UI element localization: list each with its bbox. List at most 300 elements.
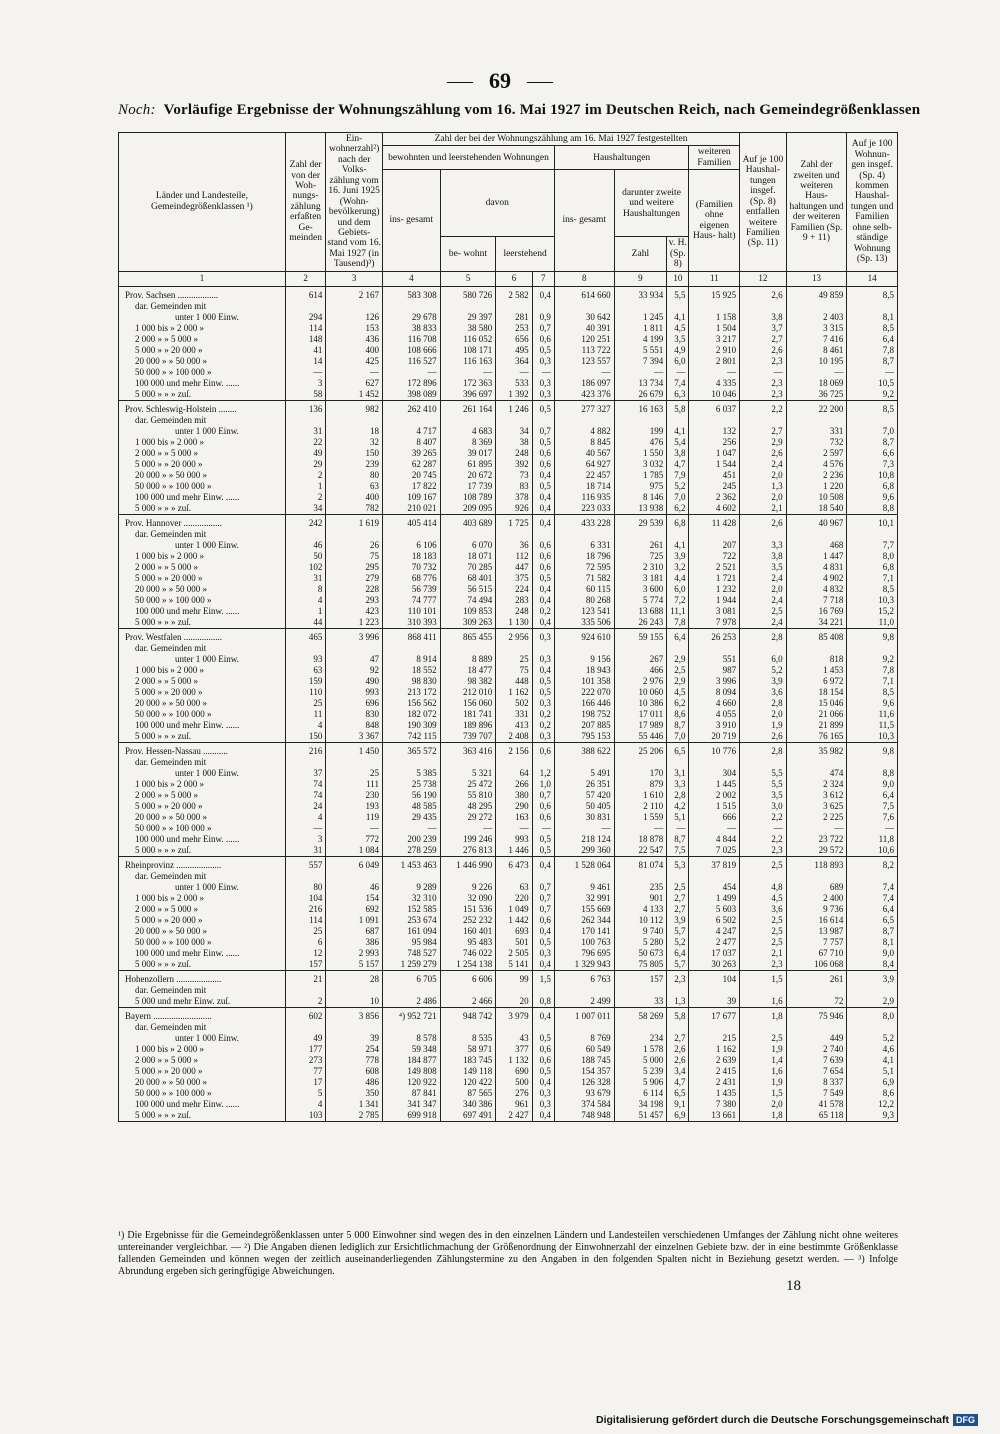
table-cell: 3,6 [740,687,787,698]
table-cell: 46 [285,540,325,551]
table-cell: 155 669 [554,904,614,915]
table-cell: 13 734 [614,378,667,389]
table-cell: 2,3 [740,959,787,971]
table-cell: 2,9 [667,676,689,687]
table-cell: 5,2 [740,665,787,676]
row-label: 50 000 » » 100 000 » [119,595,286,606]
table-cell: 13 987 [786,926,847,937]
table-cell: 466 [614,665,667,676]
table-cell: 2,5 [740,915,787,926]
table-cell: 1 559 [614,812,667,823]
table-cell: 1 453 463 [382,856,440,871]
table-cell: 36 725 [786,389,847,401]
table-cell: 160 401 [440,926,496,937]
table-row [119,617,898,629]
table-cell: 1 329 943 [554,959,614,971]
table-cell: 2,4 [740,459,787,470]
table-cell: 10,6 [847,845,898,857]
table-cell: 186 097 [554,378,614,389]
table-cell: 2 740 [786,1044,847,1055]
table-cell: 17 [285,1077,325,1088]
table-cell [614,529,667,540]
row-label: 2 000 » » 5 000 » [119,1055,286,1066]
table-cell: 0,5 [532,481,554,492]
table-cell [382,643,440,654]
table-cell: 28 [326,970,383,985]
table-cell: 413 [496,720,532,731]
table-cell: 0,2 [532,606,554,617]
table-cell: 4,1 [667,540,689,551]
table-row [119,1066,898,1077]
table-cell: 6,0 [740,654,787,665]
table-cell: 26 351 [554,779,614,790]
table-cell: 4,1 [667,426,689,437]
table-cell: 396 697 [440,389,496,401]
table-cell: 4,1 [847,1055,898,1066]
row-label: 5 000 » » 20 000 » [119,801,286,812]
table-cell: 5,1 [667,812,689,823]
table-cell: 0,2 [532,709,554,720]
table-cell: 7 978 [689,617,740,629]
table-cell: 18 183 [382,551,440,562]
table-cell: 58 [285,389,325,401]
table-cell: 13 661 [689,1110,740,1122]
table-cell: 273 [285,1055,325,1066]
table-cell [326,757,383,768]
table-cell: 10,8 [847,470,898,481]
table-cell: 5,4 [667,437,689,448]
page-number: 69 [0,68,1000,94]
table-cell [786,985,847,996]
table-cell: 2 400 [786,893,847,904]
table-cell: 0,5 [532,400,554,415]
table-cell: 2 801 [689,356,740,367]
table-cell: 81 074 [614,856,667,871]
table-cell: 10 386 [614,698,667,709]
table-cell [285,415,325,426]
table-cell: — [532,367,554,378]
table-cell: 56 739 [382,584,440,595]
table-cell: 1,8 [740,1110,787,1122]
table-row [119,812,898,823]
table-cell: 15 925 [689,286,740,301]
table-cell: 8,0 [847,551,898,562]
table-cell: 44 [285,617,325,629]
table-cell: 795 153 [554,731,614,743]
table-cell: 8,8 [847,503,898,515]
table-cell: 879 [614,779,667,790]
table-cell: 64 [496,768,532,779]
table-cell: — [786,367,847,378]
table-cell: 3 032 [614,459,667,470]
table-cell: 5,7 [667,959,689,971]
table-cell: 697 491 [440,1110,496,1122]
table-cell [554,1022,614,1033]
table-cell: 614 [285,286,325,301]
table-cell: 4 844 [689,834,740,845]
table-cell: 5 239 [614,1066,667,1077]
table-cell: 1,6 [740,996,787,1008]
table-cell: 3,9 [740,676,787,687]
table-cell: 2,8 [740,698,787,709]
table-cell [440,643,496,654]
table-cell: 0,6 [532,448,554,459]
table-cell: 290 [496,801,532,812]
table-cell: 6 037 [689,400,740,415]
table-cell: 7,1 [847,676,898,687]
table-cell: 1,3 [740,481,787,492]
table-cell: 159 [285,676,325,687]
table-cell: 386 [326,937,383,948]
header-insgesamt: ins- gesamt [382,170,440,271]
table-cell: 216 [285,904,325,915]
table-cell: 8,5 [847,584,898,595]
table-cell: 0,5 [532,1033,554,1044]
table-cell: 2 408 [496,731,532,743]
table-cell: 8 094 [689,687,740,698]
table-cell: 868 411 [382,628,440,643]
table-cell: 29 272 [440,812,496,823]
table-cell [285,871,325,882]
table-cell: 0,5 [532,937,554,948]
row-label: 20 000 » » 50 000 » [119,356,286,367]
table-cell: 6,3 [667,389,689,401]
table-cell: 254 [326,1044,383,1055]
table-cell: 92 [326,665,383,676]
row-label: 5 000 » » » zuſ. [119,731,286,743]
table-cell: 7 549 [786,1088,847,1099]
table-row [119,893,898,904]
table-cell [382,415,440,426]
table-cell: 0,9 [532,312,554,323]
table-cell: 0,7 [532,893,554,904]
table-cell [740,643,787,654]
table-cell: 0,3 [532,378,554,389]
table-cell: 299 360 [554,845,614,857]
table-row [119,801,898,812]
table-cell: 98 830 [382,676,440,687]
table-row [119,470,898,481]
table-cell: 1 341 [326,1099,383,1110]
table-cell [326,301,383,312]
row-label: 50 000 » » 100 000 » [119,367,286,378]
table-cell: 6,5 [667,1088,689,1099]
table-cell: 0,2 [532,720,554,731]
table-cell: 3 612 [786,790,847,801]
table-cell: — [554,823,614,834]
table-cell [786,415,847,426]
table-cell: 276 [496,1088,532,1099]
table-cell: 1,5 [532,970,554,985]
table-cell: 76 165 [786,731,847,743]
table-row [119,437,898,448]
table-cell: 37 819 [689,856,740,871]
table-cell: 5,2 [667,937,689,948]
table-cell: 24 [285,801,325,812]
table-row [119,834,898,845]
table-cell: — [847,823,898,834]
table-cell: 1 453 [786,665,847,676]
table-cell: 73 [496,470,532,481]
table-cell: 9 226 [440,882,496,893]
table-cell: 18 552 [382,665,440,676]
table-cell: 4,6 [847,1044,898,1055]
table-cell [689,871,740,882]
table-cell: 59 155 [614,628,667,643]
table-cell: 2,4 [740,595,787,606]
table-cell: 6 763 [554,970,614,985]
table-cell: 448 [496,676,532,687]
table-cell: 732 [786,437,847,448]
table-cell: 0,5 [532,573,554,584]
table-cell: 7 718 [786,595,847,606]
table-cell: — [554,367,614,378]
table-cell: 267 [614,654,667,665]
table-cell [382,871,440,882]
title-lead: Noch: [118,102,156,118]
table-row [119,823,898,834]
table-cell: 331 [786,426,847,437]
table-cell: 40 967 [786,514,847,529]
table-cell: 378 [496,492,532,503]
table-cell: 152 585 [382,904,440,915]
table-cell: 501 [496,937,532,948]
table-cell: 689 [786,882,847,893]
table-cell: 278 259 [382,845,440,857]
table-cell: 212 010 [440,687,496,698]
table-cell: 500 [496,1077,532,1088]
table-cell [496,415,532,426]
table-cell [554,757,614,768]
table-cell: 0,4 [532,514,554,529]
table-cell: 0,5 [532,437,554,448]
table-cell: 341 347 [382,1099,440,1110]
table-cell: 0,5 [532,345,554,356]
table-cell: 210 021 [382,503,440,515]
table-cell: 157 [614,970,667,985]
table-cell [440,1022,496,1033]
table-cell: 1,9 [740,1077,787,1088]
table-cell: 68 401 [440,573,496,584]
table-cell: 7 380 [689,1099,740,1110]
table-cell [285,985,325,996]
table-cell [614,1022,667,1033]
table-cell: 0,3 [532,698,554,709]
table-cell: 31 [285,573,325,584]
table-cell: 2 167 [326,286,383,301]
table-cell: 50 [285,551,325,562]
table-cell: 6 106 [382,540,440,551]
footnote: ¹) Die Ergebnisse für die Gemeindegrößenklassen unter 5 000 Einwohner sind wegen des in den einzelnen Ländern und Landesteilen verschiedenen Umfanges der Zählung nicht ohne weiteres untereinander vergleichbar. — ²) Die Angaben dienen lediglich zur Ersichtlichmachung der Größenordnung der Einwohnerzahl der einzelnen Gebiete bzw. der in eine bestimmte Größenklasse fallenden Gemeinden und können wegen der zeitlich auseinanderliegenden Zählungstermine zu den Angaben in den folgenden Spalten nicht in Beziehung gesetzt werden. — ³) Infolge Abrundung ergeben sich geringfügige Abweichungen. [118,1230,898,1277]
table-cell: 21 899 [786,720,847,731]
table-cell: 151 536 [440,904,496,915]
table-cell: 1 499 [689,893,740,904]
table-cell [689,529,740,540]
table-cell: 10 060 [614,687,667,698]
row-label: 50 000 » » 100 000 » [119,823,286,834]
table-cell: 5 906 [614,1077,667,1088]
row-label: 5 000 » » 20 000 » [119,687,286,698]
table-cell: 4 882 [554,426,614,437]
table-cell: 70 732 [382,562,440,573]
table-cell: 2 324 [786,779,847,790]
table-cell: 2,8 [740,628,787,643]
table-cell [326,529,383,540]
table-row [119,492,898,503]
table-cell: 1,5 [740,970,787,985]
row-label: Prov. Hessen-Nassau ........... [119,742,286,757]
table-cell: 29 397 [440,312,496,323]
table-cell: 224 [496,584,532,595]
row-label: 100 000 und mehr Einw. ...... [119,606,286,617]
table-cell: — [667,823,689,834]
table-cell: 1 442 [496,915,532,926]
table-cell [326,985,383,996]
page-title [118,102,920,119]
table-cell: 3,2 [667,562,689,573]
table-cell: 3,7 [740,323,787,334]
table-cell [740,871,787,882]
table-cell: 1 504 [689,323,740,334]
table-cell: 2,7 [667,1033,689,1044]
table-cell: 22 [285,437,325,448]
table-cell: 41 [285,345,325,356]
table-cell: 8 369 [440,437,496,448]
table-cell: 1,3 [667,996,689,1008]
column-number: 9 [614,271,667,286]
table-cell: 100 763 [554,937,614,948]
table-cell: 276 813 [440,845,496,857]
table-cell: 490 [326,676,383,687]
table-cell: 0,7 [532,790,554,801]
table-cell: 818 [786,654,847,665]
table-cell: 2 156 [496,742,532,757]
table-cell: 10 046 [689,389,740,401]
table-cell [554,985,614,996]
table-cell: 293 [326,595,383,606]
table-cell: 6,5 [667,742,689,757]
table-cell: 2,0 [740,470,787,481]
table-cell: 926 [496,503,532,515]
table-row-region [119,970,898,985]
row-label: dar. Gemeinden mit [119,985,286,996]
table-cell: 5 280 [614,937,667,948]
row-label: 5 000 » » 20 000 » [119,1066,286,1077]
table-cell: 656 [496,334,532,345]
table-cell: 80 [326,470,383,481]
table-cell: 9 289 [382,882,440,893]
table-cell: 2,5 [740,1033,787,1044]
row-label: 1 000 bis » 2 000 » [119,665,286,676]
table-cell: 2,3 [740,389,787,401]
table-cell: 120 922 [382,1077,440,1088]
table-cell: 3,3 [740,540,787,551]
table-cell: 5 603 [689,904,740,915]
row-label: dar. Gemeinden mit [119,871,286,882]
table-cell: 1 619 [326,514,383,529]
column-number: 3 [326,271,383,286]
table-cell: 2 403 [786,312,847,323]
table-row [119,551,898,562]
column-number: 13 [786,271,847,286]
row-label: dar. Gemeinden mit [119,757,286,768]
table-cell: 447 [496,562,532,573]
table-row [119,915,898,926]
table-cell: 2,7 [667,893,689,904]
table-cell: — [667,367,689,378]
table-cell: 3,1 [667,768,689,779]
table-cell: 102 [285,562,325,573]
table-cell [847,871,898,882]
table-cell: 8,6 [667,709,689,720]
table-cell: 9 740 [614,926,667,937]
table-cell: 33 [614,996,667,1008]
row-label: 20 000 » » 50 000 » [119,470,286,481]
table-cell: 2,0 [740,584,787,595]
table-cell: 5 551 [614,345,667,356]
table-cell: 9,8 [847,628,898,643]
table-cell: 120 422 [440,1077,496,1088]
table-cell: 22 547 [614,845,667,857]
row-label: 50 000 » » 100 000 » [119,937,286,948]
row-label: 5 000 » » » zuſ. [119,617,286,629]
table-cell: 7 394 [614,356,667,367]
table-cell: 3 315 [786,323,847,334]
table-row [119,709,898,720]
table-cell: 2 956 [496,628,532,643]
digitization-credit: Digitalisierung gefördert durch die Deutsche Forschungsgemeinschaft DFG [596,1414,978,1426]
table-cell: 2,5 [740,937,787,948]
table-cell: 75 946 [786,1007,847,1022]
table-cell: 1,0 [532,779,554,790]
table-cell: 0,4 [532,617,554,629]
table-cell: 8 769 [554,1033,614,1044]
table-cell: 85 408 [786,628,847,643]
table-row [119,595,898,606]
column-number: 5 [440,271,496,286]
table-cell: 14 [285,356,325,367]
table-cell: — [614,367,667,378]
table-cell: 11,1 [667,606,689,617]
table-cell: 2 431 [689,1077,740,1088]
table-row [119,540,898,551]
table-cell: 2,7 [740,334,787,345]
table-cell [440,985,496,996]
table-cell: 3 979 [496,1007,532,1022]
table-cell: 17 011 [614,709,667,720]
table-cell: 18 477 [440,665,496,676]
table-cell: 11 428 [689,514,740,529]
table-cell: 6,8 [667,514,689,529]
table-cell: 3,8 [667,448,689,459]
table-cell: 277 327 [554,400,614,415]
table-cell: 8 845 [554,437,614,448]
table-cell [740,529,787,540]
table-cell: 423 [326,606,383,617]
table-cell [786,1022,847,1033]
table-row [119,345,898,356]
table-row [119,584,898,595]
table-cell: 4,7 [667,1077,689,1088]
table-cell: — [614,823,667,834]
table-cell: 5,5 [740,779,787,790]
header-vh8: v. H. (Sp. 8) [667,237,689,271]
table-cell: 112 [496,551,532,562]
header-weitere: weiteren Familien [689,146,740,170]
row-label: Prov. Hannover ................. [119,514,286,529]
table-cell: 423 376 [554,389,614,401]
table-cell [614,415,667,426]
